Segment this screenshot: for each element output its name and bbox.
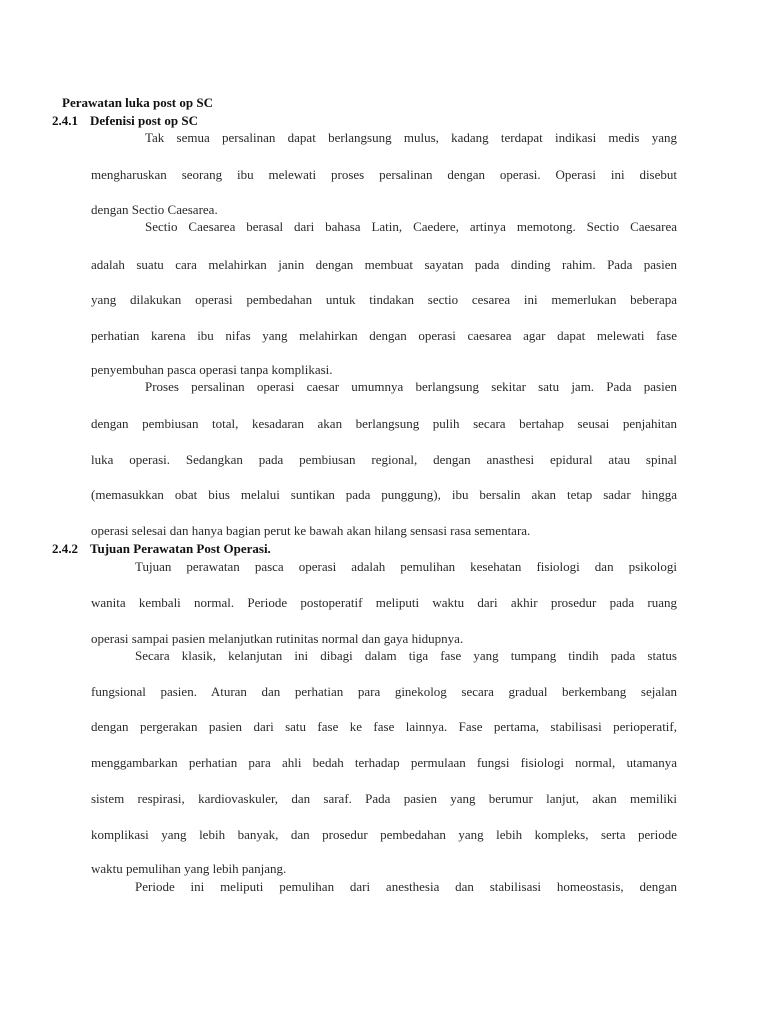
paragraph-line: fungsional pasien. Aturan dan perhatian para ginekolog secara gradual berkembang sejalan [91, 684, 677, 699]
paragraph-line: perhatian karena ibu nifas yang melahirkan dengan operasi caesarea agar dapat melewati fase [91, 328, 677, 343]
paragraph-line: luka operasi. Sedangkan pada pembiusan regional, dengan anasthesi epidural atau spinal [91, 452, 677, 467]
paragraph-line: dengan Sectio Caesarea. [91, 202, 218, 217]
section-heading-2-4-2 [52, 541, 271, 557]
paragraph-line: wanita kembali normal. Periode postoperatif meliputi waktu dari akhir prosedur pada ruang [91, 595, 677, 610]
paragraph-line: sistem respirasi, kardiovaskuler, dan saraf. Pada pasien yang berumur lanjut, akan memiliki [91, 791, 677, 806]
paragraph-line: Sectio Caesarea berasal dari bahasa Latin, Caedere, artinya memotong. Sectio Caesarea [145, 219, 677, 234]
paragraph-line: penyembuhan pasca operasi tanpa komplikasi. [91, 362, 333, 377]
section-heading-2-4-1 [52, 113, 198, 129]
paragraph-line: waktu pemulihan yang lebih panjang. [91, 861, 287, 876]
document-title: Perawatan luka post op SC [62, 95, 213, 110]
section-title: Defenisi post op SC [90, 113, 198, 128]
paragraph-line: adalah suatu cara melahirkan janin dengan membuat sayatan pada dinding rahim. Pada pasien [91, 257, 677, 272]
paragraph-line: Tak semua persalinan dapat berlangsung mulus, kadang terdapat indikasi medis yang [145, 130, 677, 145]
paragraph-line: menggambarkan perhatian para ahli bedah terhadap permulaan fungsi fisiologi normal, utamanya [91, 755, 677, 770]
paragraph-line: Tujuan perawatan pasca operasi adalah pemulihan kesehatan fisiologi dan psikologi [135, 559, 677, 574]
section-title: Tujuan Perawatan Post Operasi. [90, 541, 271, 556]
section-number: 2.4.1 [52, 113, 78, 128]
paragraph-line: Periode ini meliputi pemulihan dari anesthesia dan stabilisasi homeostasis, dengan [135, 879, 677, 894]
section-number: 2.4.2 [52, 541, 78, 556]
paragraph-line: operasi selesai dan hanya bagian perut ke bawah akan hilang sensasi rasa sementara. [91, 523, 531, 538]
paragraph-line: dengan pembiusan total, kesadaran akan berlangsung pulih secara bertahap seusai penjahitan [91, 416, 677, 431]
paragraph-line: Proses persalinan operasi caesar umumnya berlangsung sekitar satu jam. Pada pasien [145, 379, 677, 394]
paragraph-line: dengan pergerakan pasien dari satu fase ke fase lainnya. Fase pertama, stabilisasi perioperatif, [91, 719, 677, 734]
paragraph-line: (memasukkan obat bius melalui suntikan pada punggung), ibu bersalin akan tetap sadar hingga [91, 487, 677, 502]
paragraph-line: yang dilakukan operasi pembedahan untuk tindakan sectio cesarea ini memerlukan beberapa [91, 292, 677, 307]
paragraph-line: mengharuskan seorang ibu melewati proses persalinan dengan operasi. Operasi ini disebut [91, 167, 677, 182]
paragraph-line: Secara klasik, kelanjutan ini dibagi dalam tiga fase yang tumpang tindih pada status [135, 648, 677, 663]
paragraph-line: komplikasi yang lebih banyak, dan prosedur pembedahan yang lebih kompleks, serta periode [91, 827, 677, 842]
paragraph-line: operasi sampai pasien melanjutkan rutinitas normal dan gaya hidupnya. [91, 631, 464, 646]
